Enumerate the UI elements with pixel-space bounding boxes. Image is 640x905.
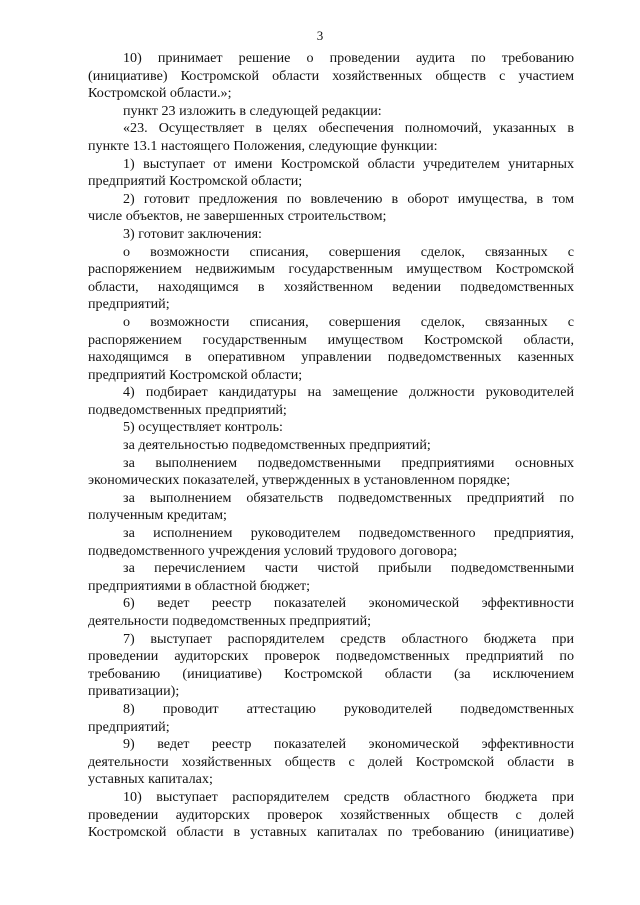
text-line: за деятельностью подведомственных предприятий; bbox=[123, 437, 431, 454]
text-line: 4) подбирает кандидатуры на замещение должности руководителей bbox=[123, 384, 574, 401]
text-line: уставных капиталах; bbox=[88, 771, 213, 788]
text-line: предприятий; bbox=[88, 296, 170, 313]
text-line: о возможности списания, совершения сделок, связанных с bbox=[123, 243, 574, 260]
text-line: за перечислением части чистой прибыли подведомственными bbox=[123, 560, 574, 577]
text-line: распоряжением недвижимым государственным имуществом Костромской bbox=[88, 261, 574, 278]
text-line: за исполнением руководителем подведомственного предприятия, bbox=[123, 525, 574, 542]
text-line: 7) выступает распорядителем средств областного бюджета при bbox=[123, 630, 574, 647]
text-line: о возможности списания, совершения сделок, связанных с bbox=[123, 313, 574, 330]
text-line: 10) выступает распорядителем средств областного бюджета при bbox=[123, 788, 574, 805]
text-line: проведении аудиторских проверок подведомственных предприятий по bbox=[88, 648, 574, 665]
text-line: экономических показателей, утвержденных в установленном порядке; bbox=[88, 472, 511, 489]
text-line: 6) ведет реестр показателей экономической эффективности bbox=[123, 595, 574, 612]
text-line: «23. Осуществляет в целях обеспечения полномочий, указанных в bbox=[123, 120, 574, 137]
text-line: Костромской области.»; bbox=[88, 85, 232, 102]
text-line: приватизации); bbox=[88, 683, 180, 700]
text-line: полученным кредитам; bbox=[88, 507, 227, 524]
text-line: предприятий Костромской области; bbox=[88, 366, 303, 383]
text-line: предприятий Костромской области; bbox=[88, 173, 303, 190]
text-line: области, находящимся в хозяйственном ведении подведомственных bbox=[88, 278, 574, 295]
text-line: находящимся в оперативном управлении подведомственных казенных bbox=[88, 349, 574, 366]
text-line: 1) выступает от имени Костромской области учредителем унитарных bbox=[123, 155, 574, 172]
text-line: 5) осуществляет контроль: bbox=[123, 419, 283, 436]
text-line: числе объектов, не завершенных строительством; bbox=[88, 208, 387, 225]
text-line: 3) готовит заключения: bbox=[123, 225, 262, 242]
text-line: 2) готовит предложения по вовлечению в оборот имущества, в том bbox=[123, 190, 574, 207]
text-line: деятельности подведомственных предприятий; bbox=[88, 613, 372, 629]
text-line: деятельности хозяйственных обществ с долей Костромской области в bbox=[88, 753, 574, 770]
text-line: подведомственного учреждения условий трудового договора; bbox=[88, 542, 458, 559]
page-number: 3 bbox=[316, 28, 324, 43]
text-line: пункт 23 изложить в следующей редакции: bbox=[123, 102, 382, 119]
text-line: проведении аудиторских проверок хозяйственных обществ с долей bbox=[88, 806, 574, 823]
text-line: требованию (инициативе) Костромской области (за исключением bbox=[88, 665, 574, 682]
body-text bbox=[88, 50, 574, 842]
text-line: 10) принимает решение о проведении аудита по требованию bbox=[123, 50, 574, 66]
text-line: подведомственных предприятий; bbox=[88, 401, 287, 418]
text-line: за выполнением обязательств подведомственных предприятий по bbox=[123, 489, 574, 506]
text-line: пункте 13.1 настоящего Положения, следующие функции: bbox=[88, 137, 438, 154]
text-line: 9) ведет реестр показателей экономической эффективности bbox=[123, 736, 574, 753]
text-line: за выполнением подведомственными предприятиями основных bbox=[123, 454, 574, 471]
text-line: предприятий; bbox=[88, 718, 170, 735]
text-line: Костромской области в уставных капиталах по требованию (инициативе) bbox=[88, 824, 574, 841]
text-line: (инициативе) Костромской области хозяйственных обществ с участием bbox=[88, 67, 574, 84]
text-line: распоряжением государственным имуществом Костромской области, bbox=[88, 331, 574, 348]
text-line: 8) проводит аттестацию руководителей подведомственных bbox=[123, 700, 574, 717]
text-line: предприятиями в областной бюджет; bbox=[88, 577, 311, 594]
